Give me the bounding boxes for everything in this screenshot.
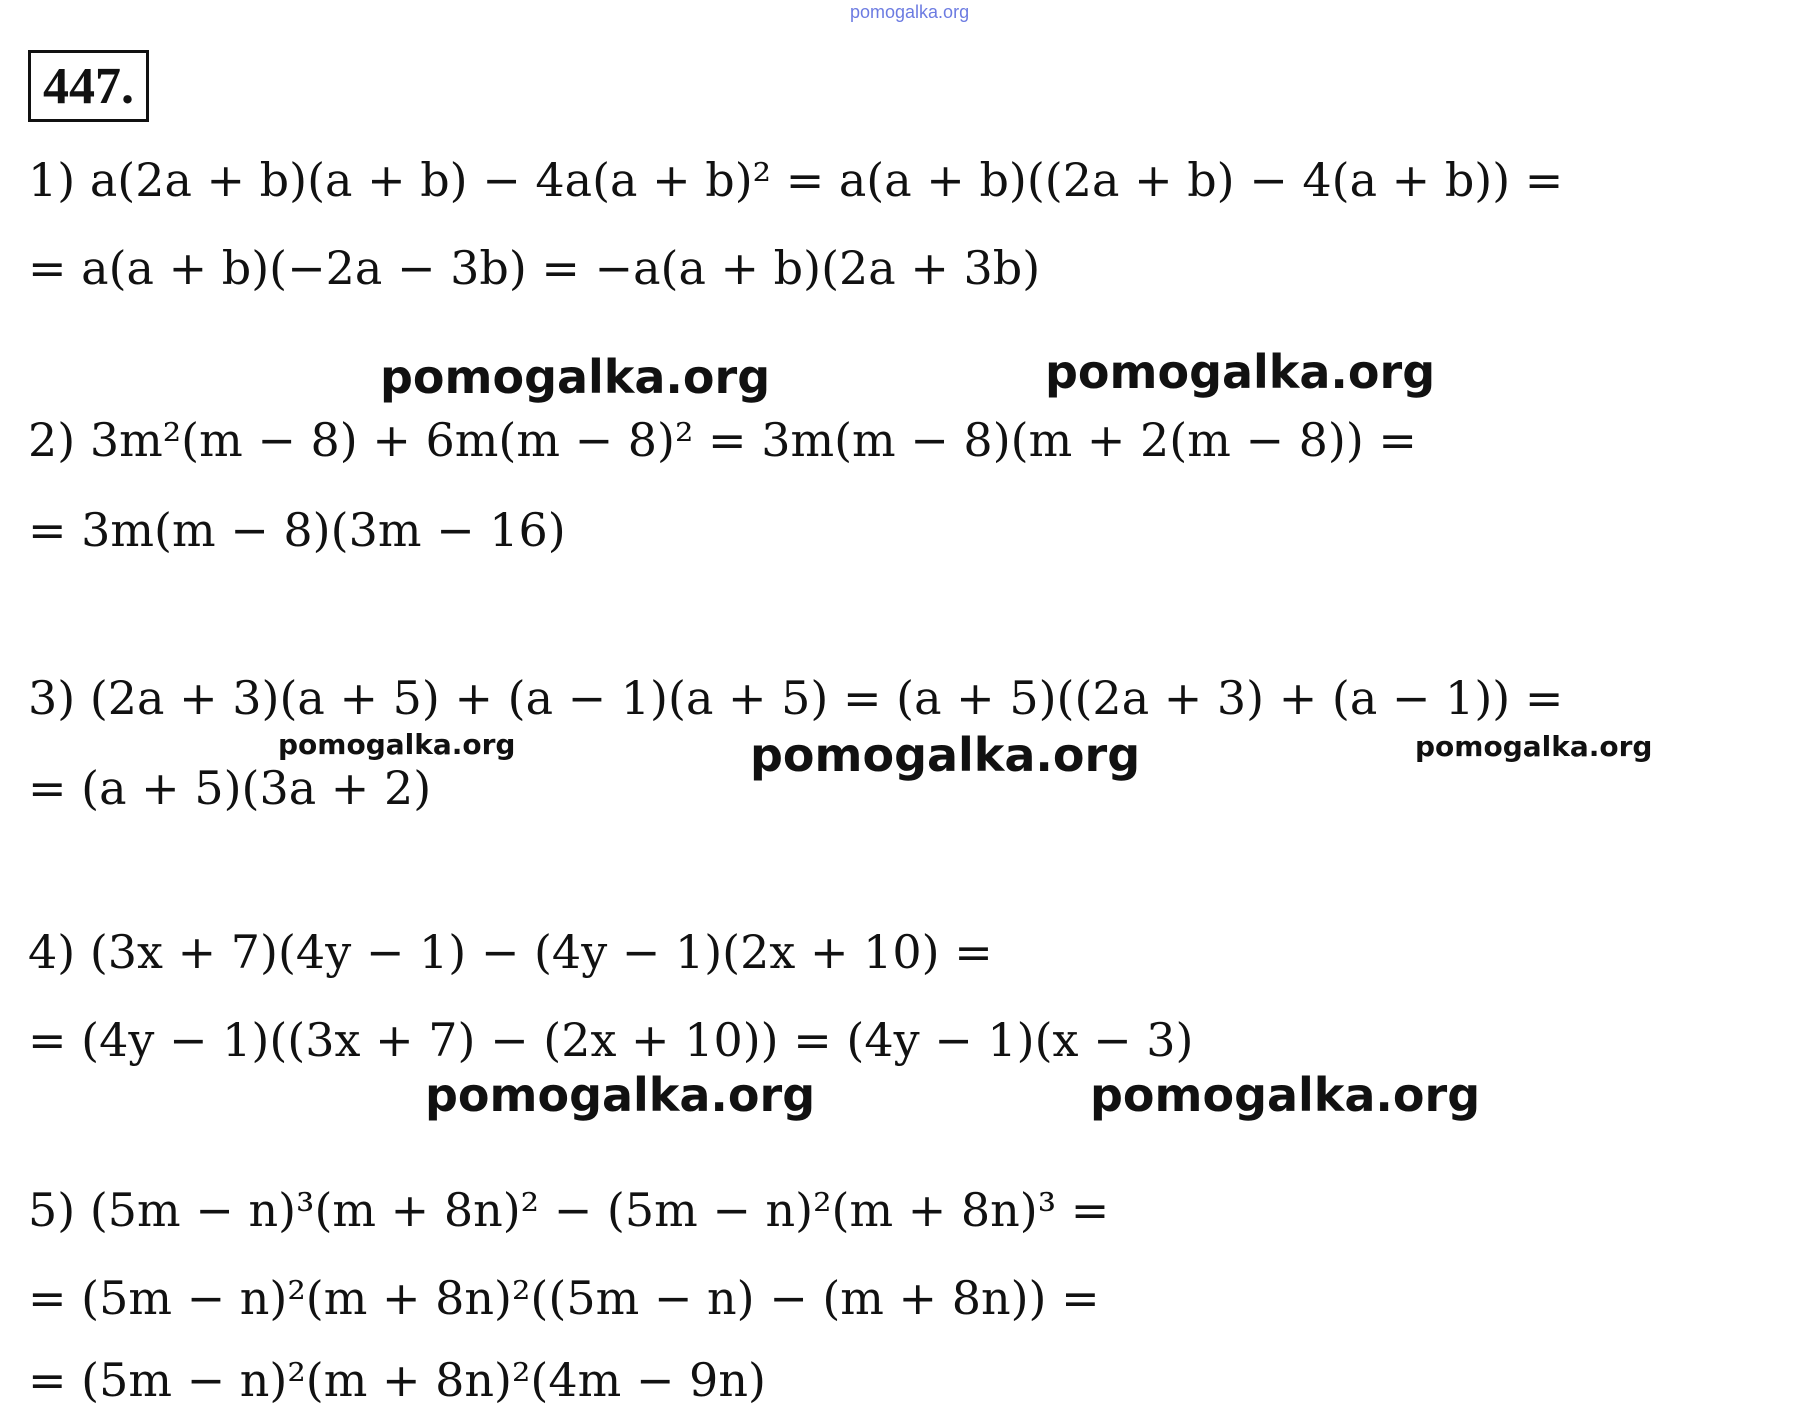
watermark: pomogalka.org [1045, 345, 1436, 399]
solution-line: = (a + 5)(3a + 2) [28, 761, 432, 815]
solution-line: 1) a(2a + b)(a + b) − 4a(a + b)² = a(a + b)((2a + b) − 4(a + b)) = [28, 153, 1564, 207]
solution-line: 3) (2a + 3)(a + 5) + (a − 1)(a + 5) = (a + 5)((2a + 3) + (a − 1)) = [28, 671, 1564, 725]
solution-line: = (5m − n)²(m + 8n)²(4m − 9n) [28, 1353, 766, 1407]
watermark: pomogalka.org [1090, 1068, 1481, 1122]
solution-line: = a(a + b)(−2a − 3b) = −a(a + b)(2a + 3b) [28, 241, 1041, 295]
watermark: pomogalka.org [750, 728, 1141, 782]
solution-line: 2) 3m²(m − 8) + 6m(m − 8)² = 3m(m − 8)(m + 2(m − 8)) = [28, 413, 1417, 467]
watermark: pomogalka.org [278, 728, 516, 761]
solution-line: 4) (3x + 7)(4y − 1) − (4y − 1)(2x + 10) = [28, 925, 993, 979]
solution-line: 5) (5m − n)³(m + 8n)² − (5m − n)²(m + 8n)³ = [28, 1183, 1110, 1237]
watermark: pomogalka.org [380, 350, 771, 404]
solution-line: = 3m(m − 8)(3m − 16) [28, 503, 566, 557]
problem-number: 447. [28, 50, 149, 122]
watermark: pomogalka.org [1415, 730, 1653, 763]
watermark: pomogalka.org [425, 1068, 816, 1122]
solution-line: = (5m − n)²(m + 8n)²((5m − n) − (m + 8n)) = [28, 1271, 1100, 1325]
top-watermark: pomogalka.org [850, 2, 970, 22]
solution-line: = (4y − 1)((3x + 7) − (2x + 10)) = (4y − 1)(x − 3) [28, 1013, 1194, 1067]
